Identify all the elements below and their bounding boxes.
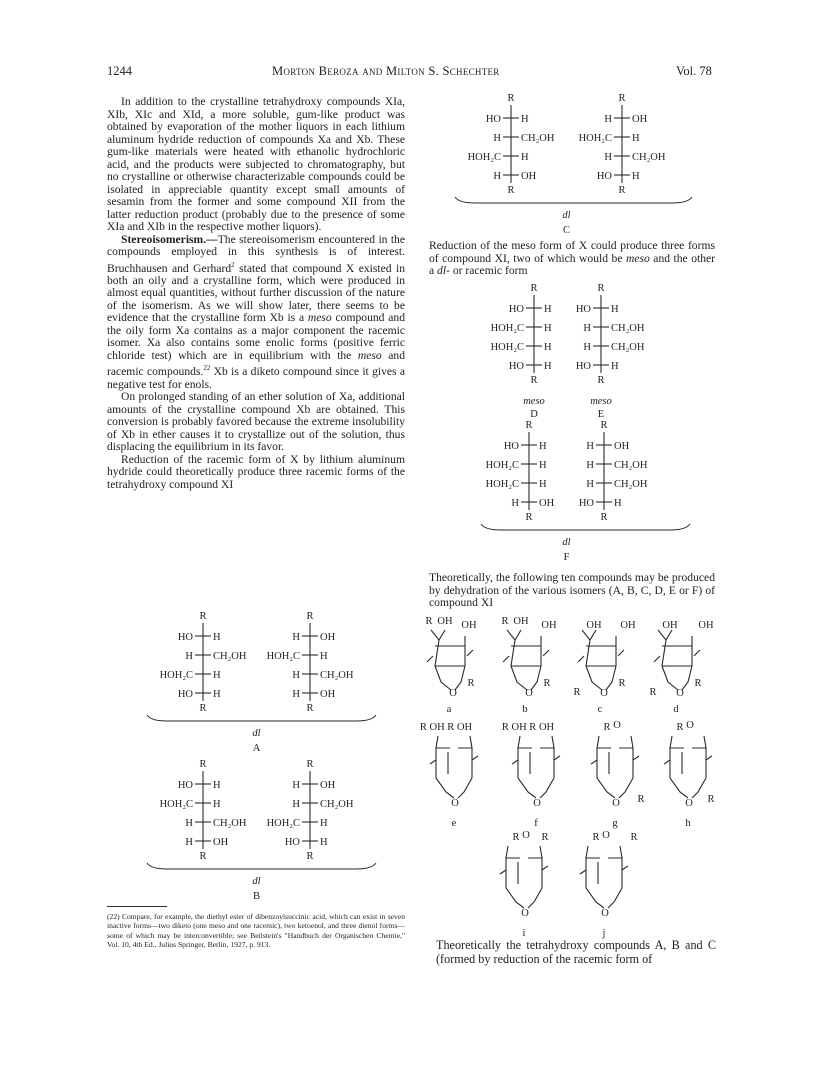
substituent-left: HOH₂C bbox=[578, 133, 612, 144]
ring-structure-f bbox=[502, 722, 560, 829]
substituent-right: OH bbox=[213, 837, 229, 848]
substituent-right: H bbox=[544, 342, 552, 353]
substituent-left: H bbox=[583, 342, 591, 353]
substituent-r: R bbox=[199, 759, 207, 770]
ring-label: j bbox=[602, 928, 606, 939]
substituent-left: H bbox=[185, 818, 193, 829]
substituent-left: HO bbox=[177, 689, 193, 700]
formula-letter-A: A bbox=[252, 743, 261, 754]
substituent-r: R bbox=[600, 512, 608, 523]
running-head-authors: Morton Beroza and Milton S. Schechter bbox=[272, 64, 500, 78]
substituent-right: H bbox=[213, 670, 221, 681]
ring-substituent-label: R OH R OH bbox=[419, 722, 473, 733]
ring-substituent-r: R bbox=[694, 678, 702, 689]
ring-structure-j bbox=[580, 830, 628, 939]
substituent-right: H bbox=[320, 651, 328, 662]
substituent-right: CH₂OH bbox=[213, 651, 247, 662]
substituent-r: R bbox=[199, 851, 207, 862]
substituent-r: R bbox=[597, 283, 605, 294]
italic-term: meso bbox=[357, 348, 382, 362]
substituent-right: OH bbox=[320, 632, 336, 643]
ring-structure-d bbox=[654, 620, 714, 715]
paragraph: In addition to the crystalline tetrahydroxy compounds XIa, XIb, XIc and XId, a more soluble, gum-like product was obtained by evaporation of the mother liquors in each lithium aluminum hydride reduction of compounds Xa and Xb. These gum-like materials were heated with ethanolic hydrochloric acid, and the products were subjected to chromatography, but no crystalline or otherwise characterizable compounds could be isolated in appreciable quantity except small amounts of sesamin from the former and some compound XII from the latter reduction product (probably due to the presence of some XIa and XIb in the respective mother liquors). bbox=[107, 95, 405, 233]
substituent-right: CH₂OH bbox=[632, 152, 666, 163]
substituent-r: R bbox=[199, 611, 207, 622]
ring-structure-g bbox=[591, 720, 639, 829]
ring-oxygen: O bbox=[676, 688, 684, 699]
formula-letter-F: F bbox=[563, 552, 570, 563]
text-run: or racemic form bbox=[449, 264, 528, 277]
footnote-22: (22) Compare, for example, the diethyl ester of dibenzoylsuccinic acid, which can exist in seven inactive forms—two diketo (one meso and one racemic), two ketoenol, and three dienol forms—some of which may be interconvertible; see Beilstein's "Handbuch der Organischen Chemie," Vol. 10, 4th Ed., Julius Springer, Berlin, 1927, p. 913. bbox=[107, 912, 405, 950]
paragraph: Reduction of the racemic form of X by lithium aluminum hydride could theoretically produce three racemic forms of the tetrahydroxy compound XI bbox=[107, 452, 405, 491]
substituent-left: HO bbox=[578, 498, 594, 509]
ring-substituent-oh: OH bbox=[662, 620, 678, 631]
substituent-right: OH bbox=[320, 780, 336, 791]
ring-substituent-r: R bbox=[618, 678, 626, 689]
paragraph: On prolonged standing of an ether solution of Xa, additional amounts of the crystalline compound Xb are obtained. This conversion is probably favored because the extreme insolubility of Xb in ether causes it to crystallize out of the solution, thus displacing the equilibrium in its favor. bbox=[107, 390, 405, 454]
substituent-right: CH₂OH bbox=[614, 479, 648, 490]
substituent-left: HO bbox=[177, 632, 193, 643]
ring-substituent-oh: OH bbox=[437, 616, 453, 627]
ring-label: a bbox=[446, 704, 452, 715]
reference-mark: 22 bbox=[203, 364, 211, 373]
text-run: and racemic compounds. bbox=[107, 348, 405, 379]
substituent-right: OH bbox=[521, 171, 537, 182]
substituent-left: H bbox=[292, 689, 300, 700]
reference-mark: 2 bbox=[231, 260, 235, 269]
ring-substituent-r: R bbox=[637, 794, 645, 805]
substituent-r: R bbox=[597, 375, 605, 386]
ring-oxygen: O bbox=[685, 798, 693, 809]
text-run: Xb is a diketo compound since it gives a negative test for enols. bbox=[107, 365, 405, 391]
substituent-left: HO bbox=[508, 361, 524, 372]
substituent-r: R bbox=[530, 375, 538, 386]
ring-substituent-oh: OH bbox=[698, 620, 714, 631]
ring-oxygen: O bbox=[613, 720, 621, 731]
substituent-r: R bbox=[199, 703, 207, 714]
ring-label: f bbox=[534, 818, 538, 829]
substituent-r: R bbox=[306, 703, 314, 714]
substituent-right: CH₂OH bbox=[213, 818, 247, 829]
ring-substituent-r: R bbox=[649, 687, 657, 698]
substituent-r: R bbox=[600, 420, 608, 431]
ring-substituent-oh: OH bbox=[620, 620, 636, 631]
ring-label: d bbox=[673, 704, 679, 715]
ring-substituent-r: R bbox=[630, 832, 638, 843]
ring-substituent-r: R bbox=[573, 687, 581, 698]
substituent-left: HOH₂C bbox=[159, 670, 193, 681]
substituent-left: H bbox=[185, 651, 193, 662]
right-paragraph-ten-compounds: Theoretically, the following ten compounds may be produced by dehydration of the various isomers (A, B, C, D, E or F) of compound XI bbox=[429, 571, 715, 609]
substituent-right: H bbox=[632, 171, 640, 182]
substituent-right: OH bbox=[539, 498, 555, 509]
substituent-left: H bbox=[583, 323, 591, 334]
substituent-left: H bbox=[493, 171, 501, 182]
substituent-left: H bbox=[604, 152, 612, 163]
substituent-left: H bbox=[586, 441, 594, 452]
substituent-left: HO bbox=[284, 837, 300, 848]
ring-substituent-label: R OH R OH bbox=[501, 722, 555, 733]
ring-oxygen: O bbox=[686, 720, 694, 731]
substituent-right: H bbox=[320, 818, 328, 829]
italic-term: meso bbox=[307, 311, 332, 325]
ring-oxygen: O bbox=[522, 830, 530, 841]
substituent-left: HOH₂C bbox=[159, 799, 193, 810]
substituent-left: H bbox=[511, 498, 519, 509]
ring-label: b bbox=[522, 704, 528, 715]
dl-label: dl bbox=[562, 210, 571, 221]
substituent-left: H bbox=[292, 799, 300, 810]
ring-substituent-r: R bbox=[467, 678, 475, 689]
ring-label: g bbox=[612, 818, 618, 829]
substituent-right: CH₂OH bbox=[614, 460, 648, 471]
substituent-left: HOH₂C bbox=[490, 342, 524, 353]
ring-structure-h bbox=[664, 720, 715, 829]
substituent-r: R bbox=[306, 611, 314, 622]
substituent-r: R bbox=[306, 759, 314, 770]
dl-label: dl bbox=[252, 728, 261, 739]
italic-term: dl- bbox=[437, 264, 450, 277]
substituent-left: HO bbox=[596, 171, 612, 182]
formula-letter-D: D bbox=[530, 409, 538, 420]
substituent-r: R bbox=[507, 93, 515, 104]
volume-number: Vol. 78 bbox=[676, 64, 712, 78]
substituent-right: CH₂OH bbox=[611, 342, 645, 353]
substituent-right: H bbox=[320, 837, 328, 848]
substituent-right: H bbox=[632, 133, 640, 144]
ring-label: i bbox=[522, 928, 526, 939]
substituent-r: R bbox=[530, 283, 538, 294]
substituent-right: H bbox=[213, 689, 221, 700]
ring-oxygen: O bbox=[451, 798, 459, 809]
formula-letter-B: B bbox=[252, 891, 261, 902]
substituent-r: R bbox=[618, 185, 626, 196]
italic-term: meso bbox=[625, 251, 650, 265]
ring-substituent-r: R bbox=[541, 832, 549, 843]
substituent-left: HO bbox=[177, 780, 193, 791]
substituent-left: HOH₂C bbox=[266, 651, 300, 662]
substituent-right: H bbox=[544, 361, 552, 372]
text-run: The stereoisomerism encountered in the compounds employed in this synthesis is of interest. Bruchhausen and Gerhard bbox=[107, 232, 405, 275]
ring-oxygen: O bbox=[521, 908, 529, 919]
substituent-left: HO bbox=[508, 304, 524, 315]
substituent-right: OH bbox=[320, 689, 336, 700]
ring-oxygen: O bbox=[600, 688, 608, 699]
meso-label: meso bbox=[590, 396, 612, 407]
substituent-r: R bbox=[525, 512, 533, 523]
ring-substituent-oh: OH bbox=[513, 616, 529, 627]
ring-oxygen: O bbox=[533, 798, 541, 809]
substituent-r: R bbox=[525, 420, 533, 431]
dl-label: dl bbox=[252, 876, 261, 887]
section-heading: Stereoisomerism.— bbox=[121, 232, 218, 246]
substituent-right: H bbox=[213, 780, 221, 791]
substituent-r: R bbox=[306, 851, 314, 862]
substituent-left: H bbox=[292, 780, 300, 791]
ring-label: h bbox=[685, 818, 691, 829]
ring-label: e bbox=[451, 818, 457, 829]
substituent-right: CH₂OH bbox=[320, 799, 354, 810]
ring-oxygen: O bbox=[601, 908, 609, 919]
substituent-left: HO bbox=[575, 361, 591, 372]
ring-oxygen: O bbox=[449, 688, 457, 699]
substituent-left: H bbox=[586, 460, 594, 471]
substituent-left: HO bbox=[503, 441, 519, 452]
ring-substituent-r: R bbox=[543, 678, 551, 689]
substituent-r: R bbox=[618, 93, 626, 104]
text-run: stated that compound X existed in both an oily and a crystalline form, which were produced in almost equal quantities, without further discussion of the nature of the isomerism. As we will show later, there seems to be evidence that the crystalline form Xb is a bbox=[107, 261, 406, 325]
substituent-left: H bbox=[604, 114, 612, 125]
substituent-right: H bbox=[539, 460, 547, 471]
substituent-right: H bbox=[539, 441, 547, 452]
substituent-left: H bbox=[292, 632, 300, 643]
ring-substituent-r: R bbox=[425, 616, 433, 627]
substituent-right: CH₂OH bbox=[320, 670, 354, 681]
substituent-right: H bbox=[544, 323, 552, 334]
substituent-right: CH₂OH bbox=[521, 133, 555, 144]
page-number: 1244 bbox=[107, 64, 132, 78]
substituent-left: HO bbox=[485, 114, 501, 125]
ring-structure-i bbox=[500, 830, 548, 939]
substituent-right: H bbox=[544, 304, 552, 315]
dl-label: dl bbox=[562, 537, 571, 548]
ring-substituent-label: R bbox=[603, 722, 611, 733]
ring-substituent-label: R bbox=[512, 832, 520, 843]
substituent-r: R bbox=[507, 185, 515, 196]
formula-letter-C: C bbox=[562, 225, 571, 236]
ring-substituent-label: R bbox=[676, 722, 684, 733]
text-run: and the other a bbox=[429, 251, 716, 277]
substituent-left: H bbox=[292, 670, 300, 681]
ring-substituent-label: R bbox=[592, 832, 600, 843]
ring-structure-a bbox=[425, 616, 477, 715]
text-run: Reduction of the meso form of X could produce three forms of compound XI, two of which would be bbox=[429, 239, 715, 265]
substituent-right: OH bbox=[614, 441, 630, 452]
substituent-left: H bbox=[586, 479, 594, 490]
substituent-left: HOH₂C bbox=[485, 460, 519, 471]
formula-letter-E: E bbox=[597, 409, 605, 420]
substituent-right: OH bbox=[632, 114, 648, 125]
ring-substituent-oh: OH bbox=[541, 620, 557, 631]
substituent-right: CH₂OH bbox=[611, 323, 645, 334]
ring-structure-c bbox=[578, 620, 636, 715]
ring-oxygen: O bbox=[525, 688, 533, 699]
substituent-right: H bbox=[539, 479, 547, 490]
substituent-right: H bbox=[614, 498, 622, 509]
substituent-left: HO bbox=[575, 304, 591, 315]
substituent-right: H bbox=[611, 361, 619, 372]
ring-structure-b bbox=[501, 616, 557, 715]
substituent-left: HOH₂C bbox=[485, 479, 519, 490]
ring-substituent-r: R bbox=[501, 616, 509, 627]
ring-oxygen: O bbox=[602, 830, 610, 841]
right-paragraph-tetrahydroxy: Theoretically the tetrahydroxy compounds A, B and C (formed by reduction of the racemic form of bbox=[436, 938, 716, 966]
substituent-left: HOH₂C bbox=[490, 323, 524, 334]
substituent-left: HOH₂C bbox=[266, 818, 300, 829]
ring-substituent-r: R bbox=[707, 794, 715, 805]
substituent-right: H bbox=[521, 152, 529, 163]
ring-label: c bbox=[597, 704, 603, 715]
substituent-right: H bbox=[611, 304, 619, 315]
substituent-right: H bbox=[213, 799, 221, 810]
ring-oxygen: O bbox=[612, 798, 620, 809]
meso-label: meso bbox=[523, 396, 545, 407]
ring-substituent-oh: OH bbox=[586, 620, 602, 631]
ring-structure-e bbox=[420, 722, 478, 829]
substituent-left: H bbox=[493, 133, 501, 144]
substituent-right: H bbox=[213, 632, 221, 643]
substituent-left: H bbox=[185, 837, 193, 848]
text-run: compound and the oily form Xa contains as a major component the racemic isomer. Xa also contains some enolic forms (positive ferric chloride test) which are in equilibrium with the bbox=[107, 311, 405, 362]
substituent-left: HOH₂C bbox=[467, 152, 501, 163]
substituent-right: H bbox=[521, 114, 529, 125]
ring-substituent-oh: OH bbox=[461, 620, 477, 631]
